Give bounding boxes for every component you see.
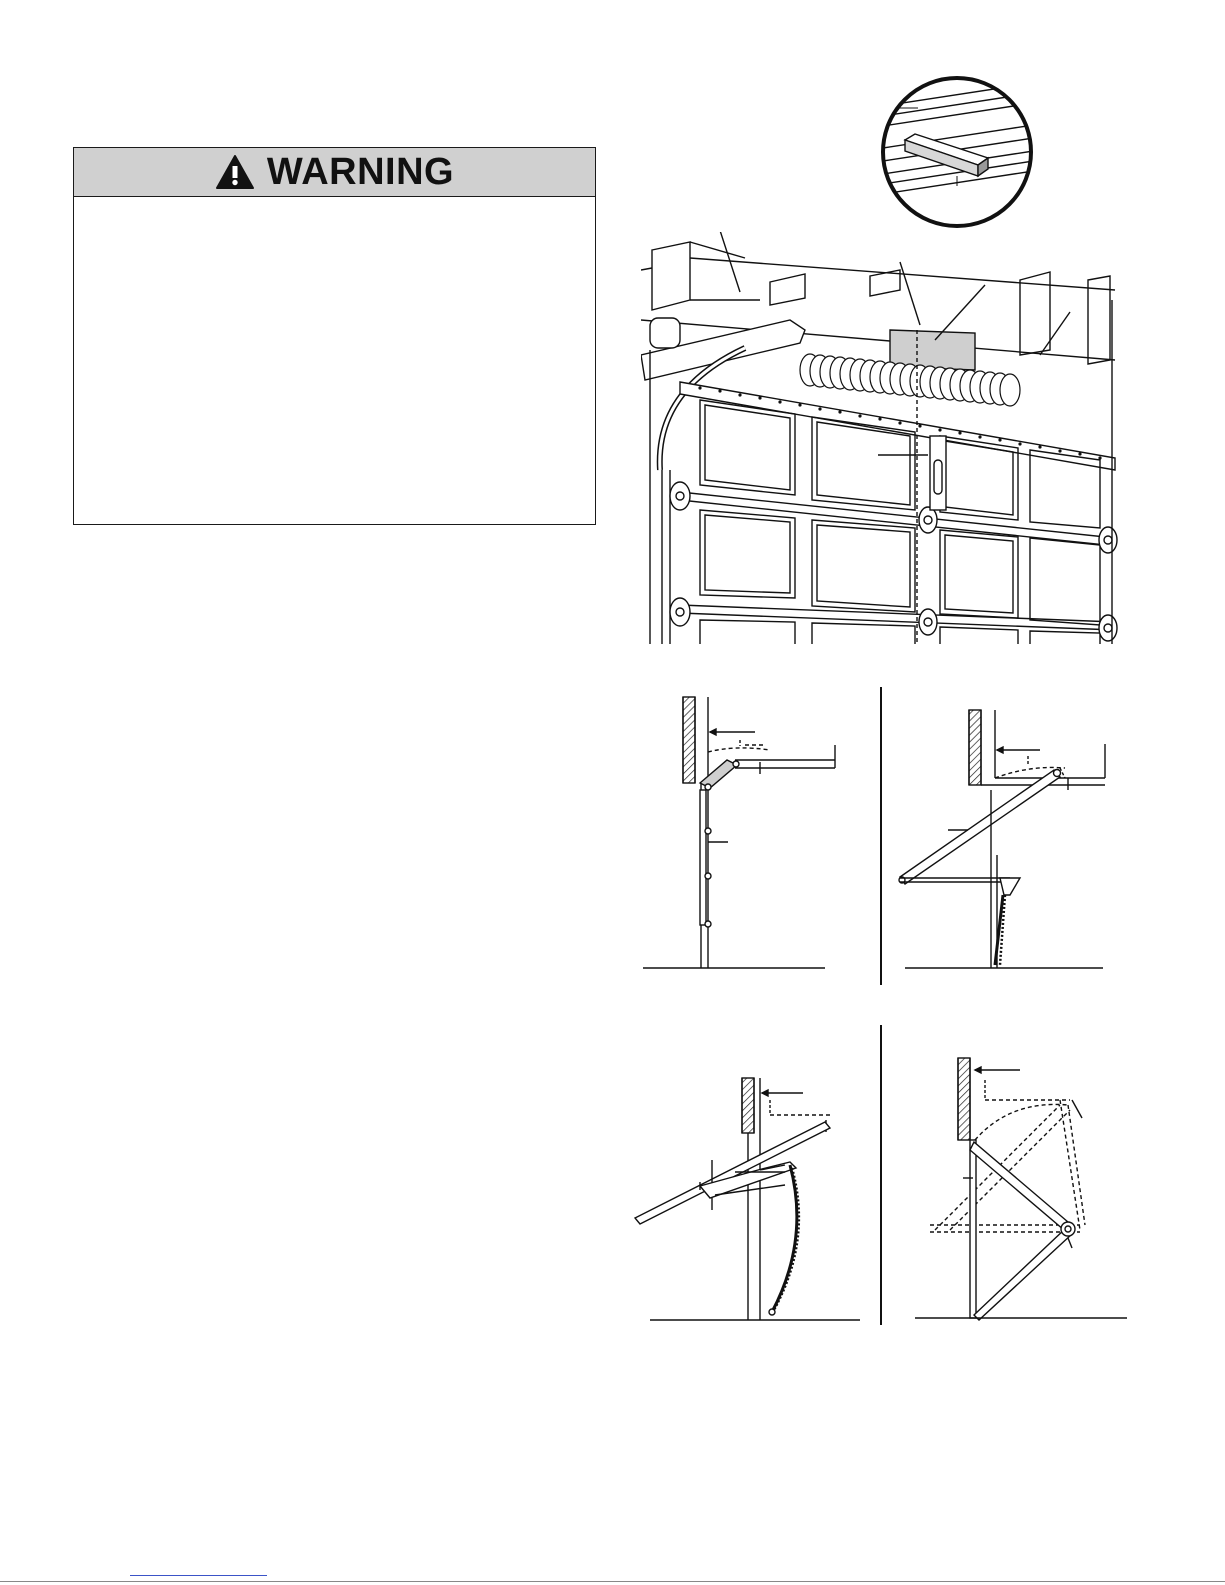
warning-title: WARNING [266,151,455,193]
one-piece-door-track-side-view [899,710,1105,968]
footer-link-underline[interactable] [130,1575,267,1576]
one-piece-door-spring-side-view [635,1078,860,1320]
sectional-door-side-view [643,697,835,968]
sectional-door-overview [641,215,1117,650]
door-header-detail-inset [870,78,1040,226]
footer-rule [0,1581,1225,1582]
one-piece-door-jamb-hardware-side-view [915,1058,1127,1320]
